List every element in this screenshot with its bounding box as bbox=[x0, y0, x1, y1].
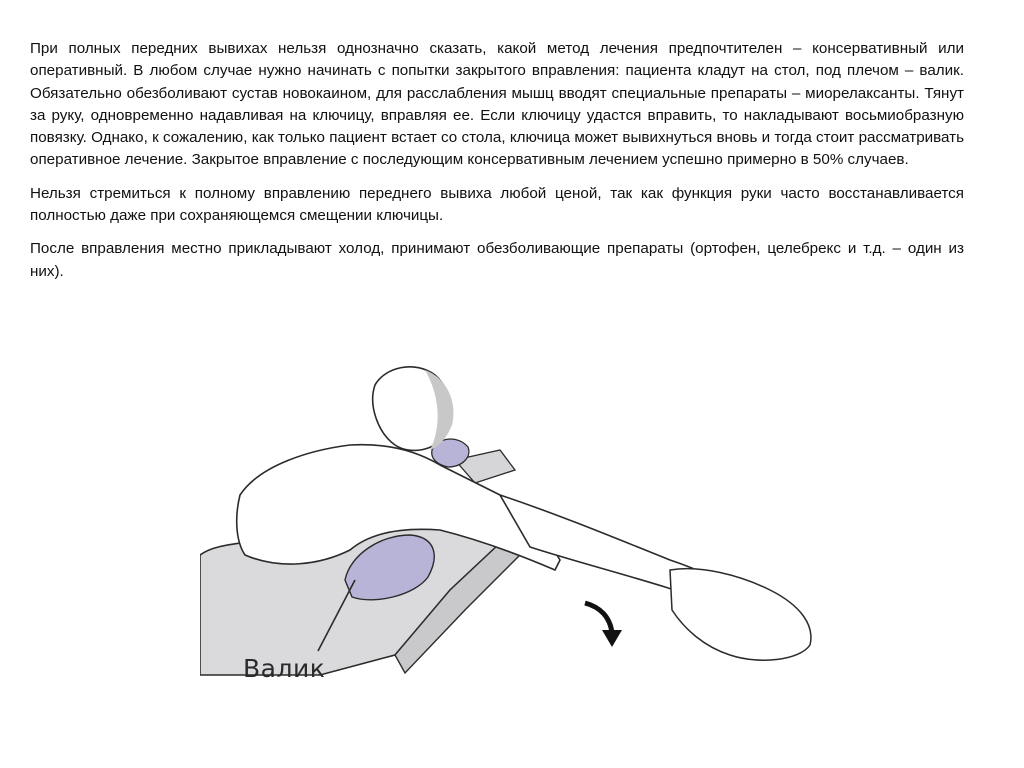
paragraph-closed-reduction: При полных передних вывихах нельзя однозначно сказать, какой метод лечения предпочтителен – консервативный или оперативный. В любом случае нужно начинать с попытки закрытого вправления: пациента кладут на стол, под плечом – валик. Обязательно обезболивают сустав новокаином, для расслабления мышц вводят специальные препараты – миорелаксанты. Тянут за руку, одновременно надавливая на ключицу, вправляя ее. Если ключицу удастся вправить, то накладывают восьмиобразную повязку. Однако, к сожалению, как только пациент встает со стола, ключица может вывихнуться вновь и тогда стоит рассматривать оперативное лечение. Закрытое вправление с последующим консервативным лечением успешно примерно в 50% случаев. bbox=[30, 40, 964, 169]
physician-hand bbox=[670, 569, 811, 661]
paragraph-aftercare: После вправления местно прикладывают холод, принимают обезболивающие препараты (ортофен, целебрекс и т.д. – один из них). bbox=[30, 240, 964, 280]
paragraph-function-note: Нельзя стремиться к полному вправлению переднего вывиха любой ценой, так как функция руки часто восстанавливается полностью даже при сохраняющемся смещении ключицы. bbox=[30, 184, 964, 225]
figure-caption: Валик bbox=[243, 654, 326, 683]
reduction-illustration bbox=[200, 355, 820, 700]
rotation-arrowhead bbox=[602, 630, 622, 647]
rotation-arrow bbox=[585, 603, 612, 633]
body-text bbox=[30, 38, 964, 294]
